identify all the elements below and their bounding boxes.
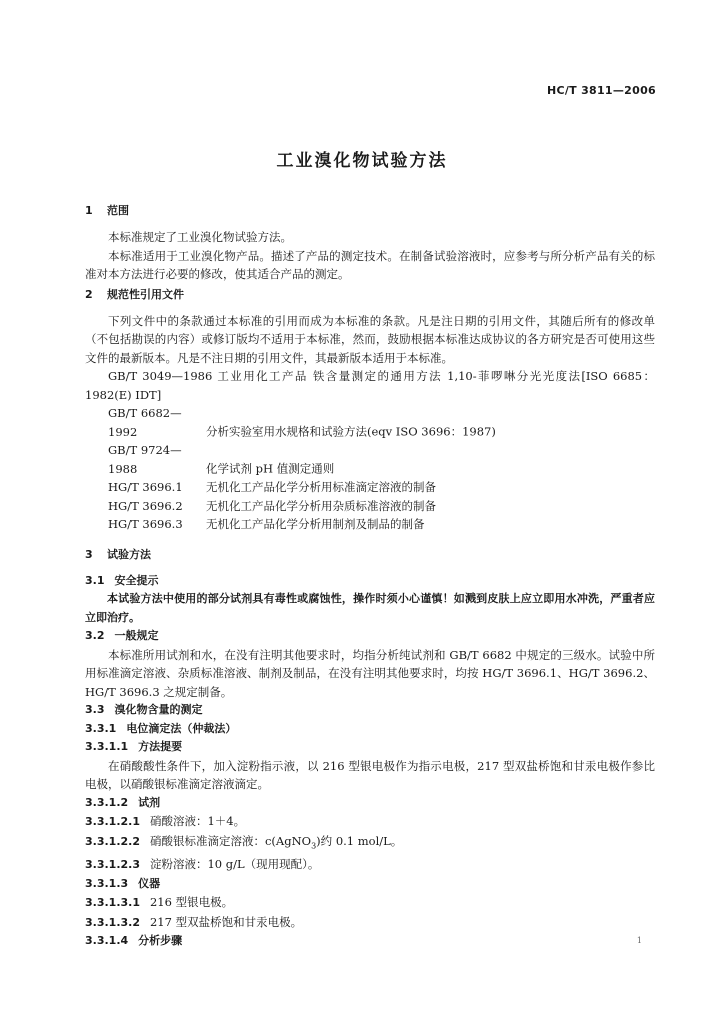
clause-title: 分析步骤: [138, 934, 183, 948]
clause-3-2-heading: [85, 627, 655, 646]
document-body: [85, 200, 655, 951]
reference-entry: [85, 367, 655, 404]
section-number: 2: [85, 287, 93, 301]
item-text: 216 型银电极。: [149, 895, 234, 910]
reference-entry: [85, 478, 655, 497]
reference-code: HG/T 3696.2: [108, 498, 183, 513]
section-1-heading: [85, 200, 655, 222]
reference-title: 化学试剂 pH 值测定通则: [206, 461, 335, 476]
paragraph: 本标准适用于工业溴化物产品。描述了产品的测定技术。在制备试验溶液时，应参考与所分析产品有关的标准对本方法进行必要的修改，使其适合产品的测定。: [85, 248, 655, 281]
reference-title: 无机化工产品化学分析用杂质标准溶液的制备: [206, 498, 436, 513]
section-title: 规范性引用文件: [107, 287, 184, 301]
reference-entry: [85, 441, 655, 478]
clause-number: 3.3.1.2.2: [85, 834, 140, 848]
reference-entry: [85, 497, 655, 516]
clause-title: 试剂: [138, 795, 161, 809]
reference-entry: [85, 404, 655, 441]
section-number: 1: [85, 204, 93, 217]
clause-number: 3.3.1: [85, 721, 117, 735]
apparatus-item: [85, 893, 655, 913]
clause-number: 3.3.1.4: [85, 934, 129, 948]
clause-3-3-1-heading: [85, 720, 655, 739]
reference-title: 无机化工产品化学分析用标准滴定溶液的制备: [206, 480, 436, 494]
reagent-item: [85, 832, 655, 856]
section-3-heading: [85, 544, 655, 566]
clause-number: 3.3.1.3.1: [85, 896, 140, 910]
reagent-item: [85, 855, 655, 875]
clause-title: 方法提要: [138, 740, 183, 753]
item-text: 硝酸溶液：1＋4。: [149, 814, 246, 828]
item-text: 217 型双盐桥饱和甘汞电极。: [149, 914, 303, 929]
reference-code: GB/T 6682—1992: [108, 406, 182, 439]
clause-number: 3.3.1.2.3: [85, 858, 140, 872]
reference-title: 工业用化工产品 铁含量测定的通用方法 1,10-菲啰啉分光光度法[ISO 6685：1982(E) IDT]: [85, 369, 655, 402]
clause-3-3-1-1-heading: [85, 738, 655, 757]
paragraph: 在硝酸酸性条件下，加入淀粉指示液，以 216 型银电极作为指示电极，217 型双盐桥饱和甘汞电极作参比电极，以硝酸银标准滴定溶液滴定。: [85, 758, 655, 791]
section-title: 试验方法: [107, 547, 151, 561]
clause-number: 3.3: [85, 703, 105, 716]
page-number: 1: [636, 936, 642, 945]
clause-title: 溴化物含量的测定: [114, 703, 203, 716]
section-number: 3: [85, 547, 93, 561]
clause-number: 3.3.1.3.2: [85, 915, 140, 929]
clause-number: 3.2: [85, 629, 105, 642]
clause-title: 安全提示: [114, 573, 159, 587]
clause-number: 3.3.1.1: [85, 740, 129, 753]
clause-title: 电位滴定法（仲裁法）: [126, 721, 237, 735]
safety-warning: 本试验方法中使用的部分试剂具有毒性或腐蚀性，操作时须小心谨慎！如溅到皮肤上应立即用水冲洗，严重者应立即治疗。: [85, 592, 655, 624]
reference-entry: [85, 515, 655, 534]
clause-3-3-1-3-heading: [85, 875, 655, 894]
paragraph: 本标准所用试剂和水，在没有注明其他要求时，均指分析纯试剂和 GB/T 6682 中规定的三级水。试验中所用标准滴定溶液、杂质标准溶液、制剂及制品，在没有注明其他要求时，均按 HG/T 3696.1、HG/T 3696.2、HG/T 3696.3 之规定制备。: [85, 647, 655, 699]
clause-3-3-1-4-heading: [85, 932, 655, 951]
item-text-end: )约 0.1 mol/L。: [316, 833, 403, 848]
paragraph: 下列文件中的条款通过本标准的引用而成为本标准的条款。凡是注日期的引用文件，其随后所有的修改单（不包括勘误的内容）或修订版均不适用于本标准，然而，鼓励根据本标准达成协议的各方研究是否可使用这些文件的最新版本。凡是不注日期的引用文件，其最新版本适用于本标准。: [85, 313, 655, 365]
clause-number: 3.3.1.2.1: [85, 815, 140, 828]
reference-title: 分析实验室用水规格和试验方法(eqv ISO 3696：1987): [206, 424, 496, 439]
paragraph: 本标准规定了工业溴化物试验方法。: [108, 230, 292, 244]
item-text: 硝酸银标准滴定溶液：c(AgNO: [149, 833, 312, 848]
clause-title: 仪器: [138, 876, 161, 890]
clause-3-3-heading: [85, 701, 655, 720]
clause-number: 3.3.1.2: [85, 795, 129, 809]
section-2-heading: [85, 284, 655, 306]
reference-code: GB/T 9724—1988: [108, 443, 182, 476]
reference-title: 无机化工产品化学分析用制剂及制品的制备: [206, 517, 425, 531]
clause-title: 一般规定: [114, 629, 159, 642]
reference-code: GB/T 3049—1986: [108, 369, 213, 383]
clause-number: 3.1: [85, 573, 105, 587]
document-title: 工业溴化物试验方法: [276, 151, 448, 171]
reference-code: HG/T 3696.3: [108, 517, 183, 531]
reagent-item: [85, 812, 655, 832]
clause-number: 3.3.1.3: [85, 876, 129, 890]
clause-3-3-1-2-heading: [85, 794, 655, 813]
subscript: 3: [311, 840, 317, 850]
clause-3-1-heading: [85, 572, 655, 591]
item-text: 淀粉溶液：10 g/L（现用现配）。: [149, 857, 320, 872]
apparatus-item: [85, 913, 655, 933]
reference-code: HG/T 3696.1: [108, 480, 183, 494]
standard-code-header: HC/T 3811—2006: [546, 84, 656, 97]
section-title: 范围: [107, 204, 129, 217]
